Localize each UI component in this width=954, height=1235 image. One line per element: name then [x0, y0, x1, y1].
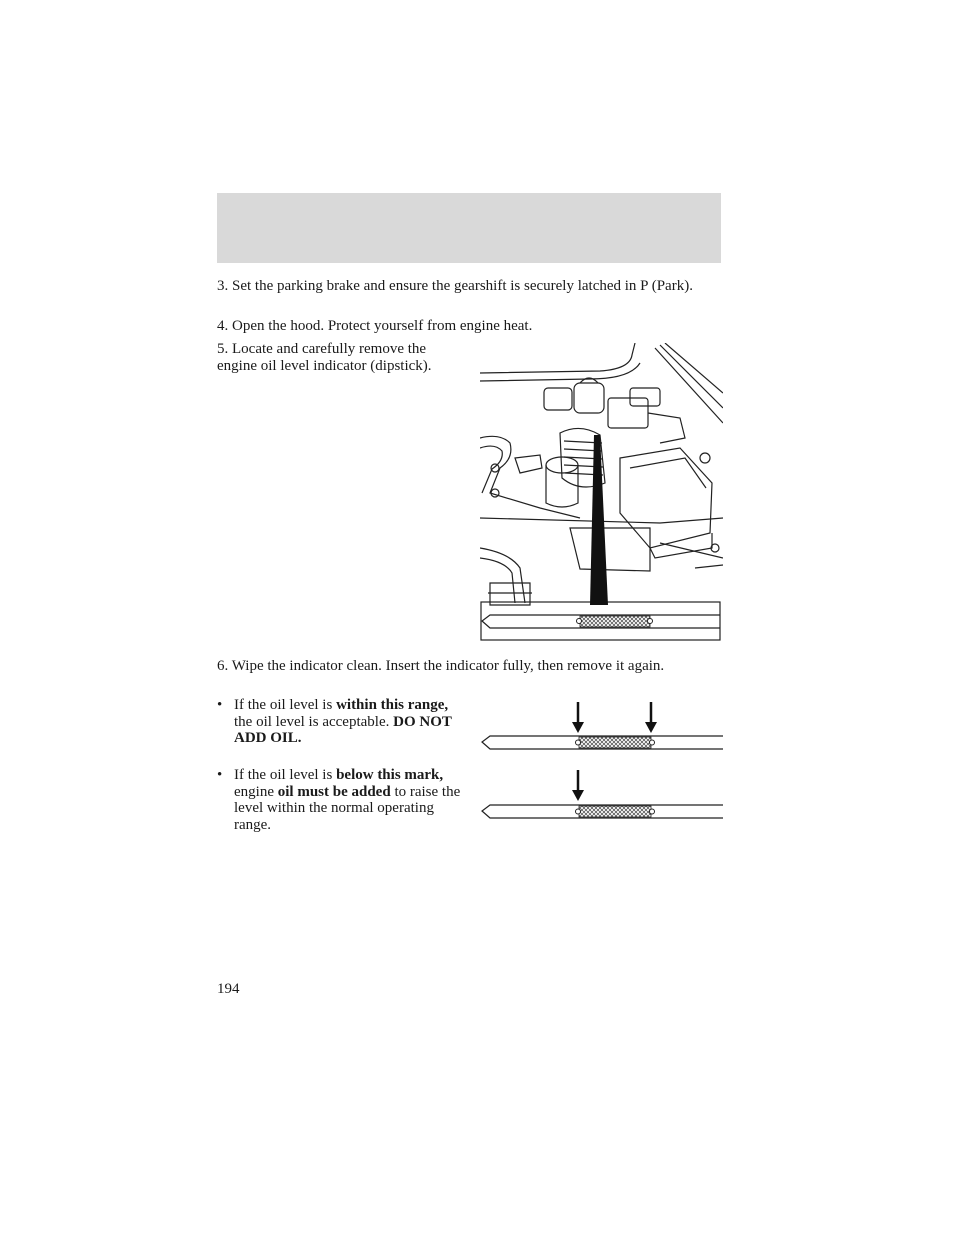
page-number: 194: [217, 981, 240, 997]
bullet-text: If the oil level is within this range, the oil level is acceptable. DO NOT ADD OIL.: [234, 697, 452, 746]
dipstick-range-illustration: [480, 700, 723, 752]
section-header-band: [217, 193, 721, 263]
bullet-text: If the oil level is below this mark, engine oil must be added to raise the level within the normal operating range.: [234, 767, 461, 833]
arrow-down-icon: [572, 770, 584, 801]
arrow-down-icon: [645, 702, 657, 733]
step-6-text: 6. Wipe the indicator clean. Insert the indicator fully, then remove it again.: [217, 658, 665, 674]
arrow-down-icon: [572, 702, 584, 733]
engine-illustration: [480, 343, 723, 643]
bullet-marker: •: [217, 767, 223, 783]
dipstick-low-illustration: [480, 768, 723, 822]
step-4-text: 4. Open the hood. Protect yourself from engine heat.: [217, 318, 533, 334]
bullet-marker: •: [217, 697, 223, 713]
step-3-text: 3. Set the parking brake and ensure the gearshift is securely latched in P (Park).: [217, 278, 693, 294]
step-5-text: 5. Locate and carefully remove the engine oil level indicator (dipstick).: [217, 341, 432, 374]
